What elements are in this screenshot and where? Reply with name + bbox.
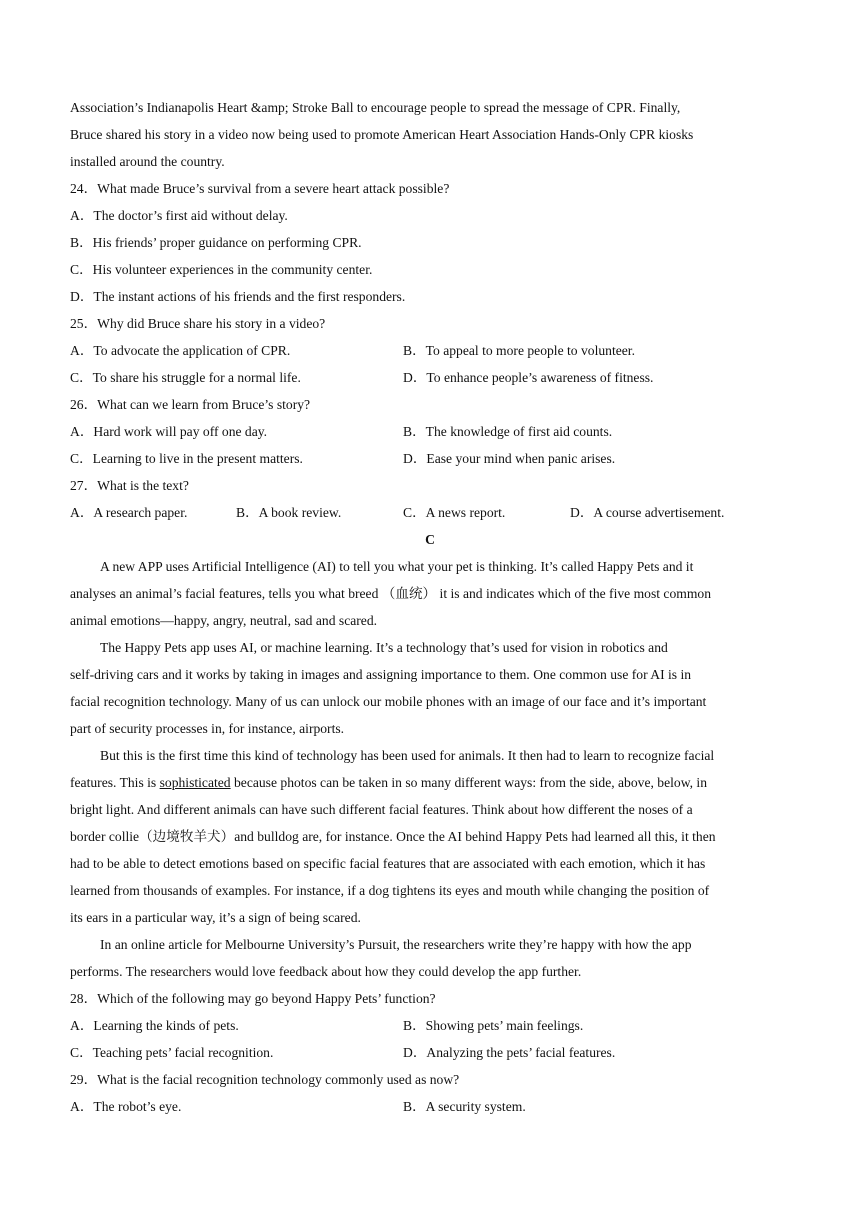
question-24-option-c: C．His volunteer experiences in the community center. (70, 262, 373, 277)
question-24-stem: 24．What made Bruce’s survival from a severe heart attack possible? (70, 181, 450, 196)
passage-c-p2-line: facial recognition technology. Many of us can unlock our mobile phones with an image of our face and it’s important (70, 694, 707, 709)
passage-c-p3-line: its ears in a particular way, it’s a sign of being scared. (70, 910, 361, 925)
question-25-option-a: A．To advocate the application of CPR. (70, 343, 291, 358)
question-25-option-d: D．To enhance people’s awareness of fitness. (403, 370, 654, 385)
section-c-title: C (425, 532, 435, 547)
passage-c-p2-line: self-driving cars and it works by taking in images and assigning importance to them. One common use for AI is in (70, 667, 692, 682)
question-24-option-b: B．His friends’ proper guidance on performing CPR. (70, 235, 362, 250)
question-25-stem: 25．Why did Bruce share his story in a video? (70, 316, 326, 331)
question-24-option-a: A．The doctor’s first aid without delay. (70, 208, 288, 223)
question-28-option-c: C．Teaching pets’ facial recognition. (70, 1045, 274, 1060)
passage-c-p1-line: A new APP uses Artificial Intelligence (AI) to tell you what your pet is thinking. It’s called Happy Pets and it (100, 559, 694, 574)
question-29-row-ab (70, 1098, 798, 1116)
question-27-option-d: D．A course advertisement. (570, 505, 725, 520)
passage-b-line: installed around the country. (70, 154, 225, 169)
question-29-option-b: B．A security system. (403, 1099, 526, 1114)
question-25-row-ab (70, 342, 798, 360)
question-29-option-a: A．The robot’s eye. (70, 1099, 182, 1114)
passage-c-p3-line: border collie（边境牧羊犬）and bulldog are, for instance. Once the AI behind Happy Pets had learned all this, it then (70, 829, 716, 844)
question-26-option-b: B．The knowledge of first aid counts. (403, 424, 613, 439)
passage-c-p3-text: features. This is (70, 775, 160, 790)
question-24-option-d: D．The instant actions of his friends and the first responders. (70, 289, 406, 304)
passage-c-p3-line: bright light. And different animals can have such different facial features. Think about how different the noses of a (70, 802, 693, 817)
passage-c-p3-line: had to be able to detect emotions based on specific facial features that are associated with each emotion, which it has (70, 856, 706, 871)
passage-c-p3-line (70, 774, 798, 792)
passage-c-p3-text: because photos can be taken in so many different ways: from the side, above, below, in (230, 775, 707, 790)
passage-b-line: Bruce shared his story in a video now being used to promote American Heart Association Hands-Only CPR kiosks (70, 127, 694, 142)
question-27-stem: 27．What is the text? (70, 478, 189, 493)
question-25-option-c: C．To share his struggle for a normal life. (70, 370, 301, 385)
question-27-option-b: B．A book review. (236, 505, 342, 520)
question-25-row-cd (70, 369, 798, 387)
question-26-row-ab (70, 423, 798, 441)
passage-c-p2-line: The Happy Pets app uses AI, or machine learning. It’s a technology that’s used for vision in robotics and (100, 640, 668, 655)
question-28-row-cd (70, 1044, 798, 1062)
passage-c-p1-line: animal emotions—happy, angry, neutral, sad and scared. (70, 613, 378, 628)
passage-c-p4-line: performs. The researchers would love feedback about how they could develop the app further. (70, 964, 582, 979)
question-28-option-b: B．Showing pets’ main feelings. (403, 1018, 584, 1033)
question-27-row (70, 504, 798, 522)
passage-c-p1-line: analyses an animal’s facial features, tells you what breed （血统） it is and indicates which of the five most common (70, 586, 711, 601)
question-28-stem: 28．Which of the following may go beyond Happy Pets’ function? (70, 991, 436, 1006)
question-28-option-d: D．Analyzing the pets’ facial features. (403, 1045, 616, 1060)
question-27-option-a: A．A research paper. (70, 505, 188, 520)
underlined-word-sophisticated: sophisticated (159, 775, 231, 790)
question-28-option-a: A．Learning the kinds of pets. (70, 1018, 239, 1033)
question-27-option-c: C．A news report. (403, 505, 506, 520)
passage-b-line: Association’s Indianapolis Heart &amp; Stroke Ball to encourage people to spread the message of CPR. Finally, (70, 100, 681, 115)
passage-c-p3-line: But this is the first time this kind of technology has been used for animals. It then had to learn to recognize facial (100, 748, 715, 763)
question-26-option-c: C．Learning to live in the present matters. (70, 451, 303, 466)
question-26-stem: 26．What can we learn from Bruce’s story? (70, 397, 311, 412)
question-26-option-a: A．Hard work will pay off one day. (70, 424, 268, 439)
question-25-option-b: B．To appeal to more people to volunteer. (403, 343, 635, 358)
question-26-option-d: D．Ease your mind when panic arises. (403, 451, 616, 466)
passage-c-p2-line: part of security processes in, for instance, airports. (70, 721, 345, 736)
passage-c-p3-line: learned from thousands of examples. For instance, if a dog tightens its eyes and mouth while changing the position of (70, 883, 710, 898)
passage-c-p4-line: In an online article for Melbourne University’s Pursuit, the researchers write they’re happy with how the app (100, 937, 692, 952)
question-26-row-cd (70, 450, 798, 468)
question-29-stem: 29．What is the facial recognition technology commonly used as now? (70, 1072, 460, 1087)
question-28-row-ab (70, 1017, 798, 1035)
